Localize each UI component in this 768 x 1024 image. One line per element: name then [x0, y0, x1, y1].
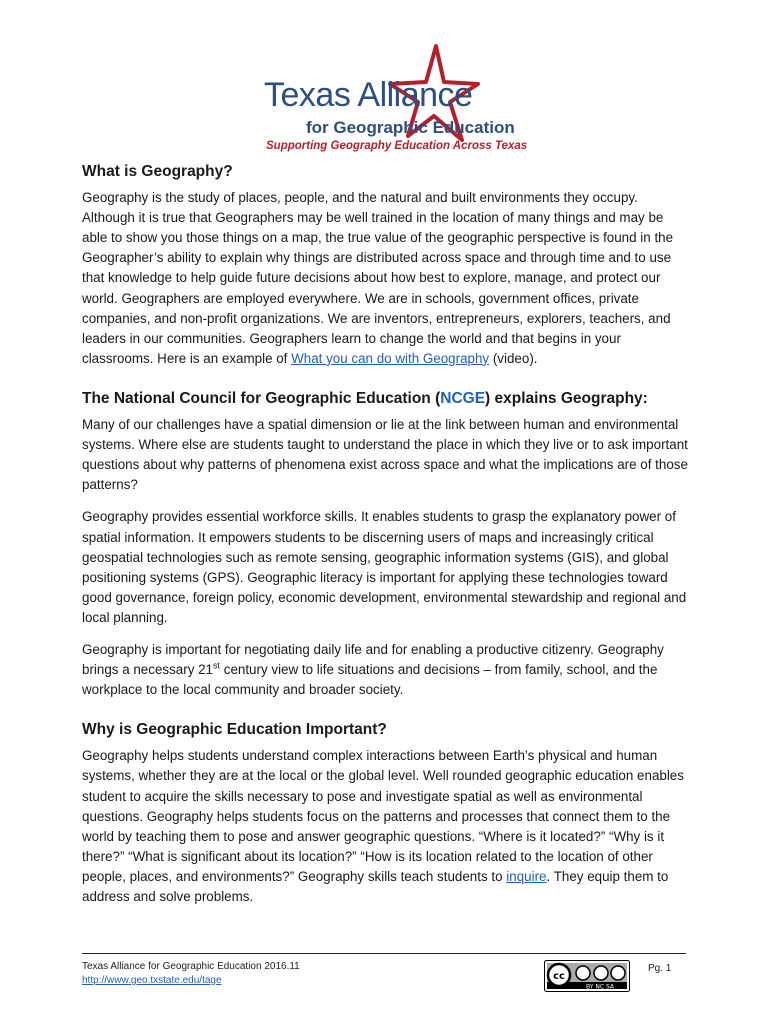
paragraph-daily-life — [82, 640, 692, 700]
paragraph-why-important — [82, 746, 692, 907]
paragraph-text: (video). — [489, 350, 538, 366]
heading-ncge — [82, 389, 692, 409]
paragraph-text: Geography is important for negotiating daily life and for enabling a productive citizenry. Geography brings a necessary 21 — [82, 641, 664, 678]
inquire-link[interactable]: inquire — [506, 868, 547, 884]
paragraph-challenges: Many of our challenges have a spatial dimension or lie at the link between human and environmental systems. Where else are students taught to understand the place in which they live or to ask important questions about why patterns of phenomena exist across space and what the implications are of those patterns? — [82, 417, 688, 493]
paragraph-text: Geography is the study of places, people, and the natural and built environments they occupy. Although it is true that Geographers may be well trained in the location of many things and may be able to show you those things on a map, the true value of the geographic perspective is found in the Geographer’s ability to explain why things are distributed across space and through time and to use that knowledge to help guide future decisions about how best to explore, manage, and protect our world. Geographers are employed everywhere. We are in schools, government offices, private companies, and non-profit organizations. We are inventors, entrepreneurs, explorers, teachers, and leaders in our communities. Geographers learn to change the world and that begins in your classrooms. Here is an example of — [82, 190, 674, 366]
logo-subtitle: for Geographic Education — [306, 118, 515, 137]
svg-text:cc: cc — [553, 971, 565, 982]
superscript: st — [213, 660, 221, 671]
texas-alliance-logo — [256, 36, 528, 152]
heading-what-is-geography: What is Geography? — [82, 163, 233, 180]
heading-text: ) explains Geography: — [485, 389, 648, 407]
page-number: Pg. 1 — [648, 963, 672, 974]
paragraph-text: century view to life situations and decisions – from family, school, and the workplace to the local community and broader society. — [82, 662, 658, 698]
license-label: BY NC SA — [586, 983, 614, 991]
paragraph-what-is-geography — [82, 188, 692, 369]
footer-divider — [82, 953, 686, 954]
paragraph-text: Geography helps students understand complex interactions between Earth’s physical and human systems, whether they are at the local or the global level. Well rounded geographic education enables student to acquire the skills necessary to pose and investigate spatial as well as environmental questions. Geography helps students focus on the patterns and processes that connect them to the world by teaching them to pose and answer geographic questions. “Where is it located?” “Why is it there?” “What is significant about its location?” “How is its location related to the location of other people, places, and environments?” Geography skills teach students to — [82, 748, 684, 884]
logo-title: Texas Alliance — [264, 76, 473, 114]
paragraph-workforce: Geography provides essential workforce skills. It enables students to grasp the explanatory power of spatial information. It empowers students to be discerning users of maps and increasingly critical geospatial technologies such as remote sensing, geographic information systems (GIS), and global positioning systems (GPS). Geographic literacy is important for applying these technologies toward good governance, foreign policy, economic development, environmental stewardship and regional and local planning. — [82, 509, 687, 625]
heading-why-important: Why is Geographic Education Important? — [82, 721, 387, 739]
video-link[interactable]: What you can do with Geography — [291, 350, 490, 366]
creative-commons-badge-icon — [544, 960, 630, 992]
footer-org: Texas Alliance for Geographic Education 2016.11 — [82, 961, 300, 972]
paragraph-text: . They equip them to address and solve problems. — [82, 868, 669, 904]
logo-tagline: Supporting Geography Education Across Texas — [266, 140, 528, 152]
heading-text: The National Council for Geographic Education ( — [82, 389, 441, 407]
ncge-link[interactable]: NCGE — [440, 389, 486, 407]
footer-url-link[interactable]: http://www.geo.txstate.edu/tage — [82, 975, 222, 986]
main-content — [82, 162, 692, 919]
